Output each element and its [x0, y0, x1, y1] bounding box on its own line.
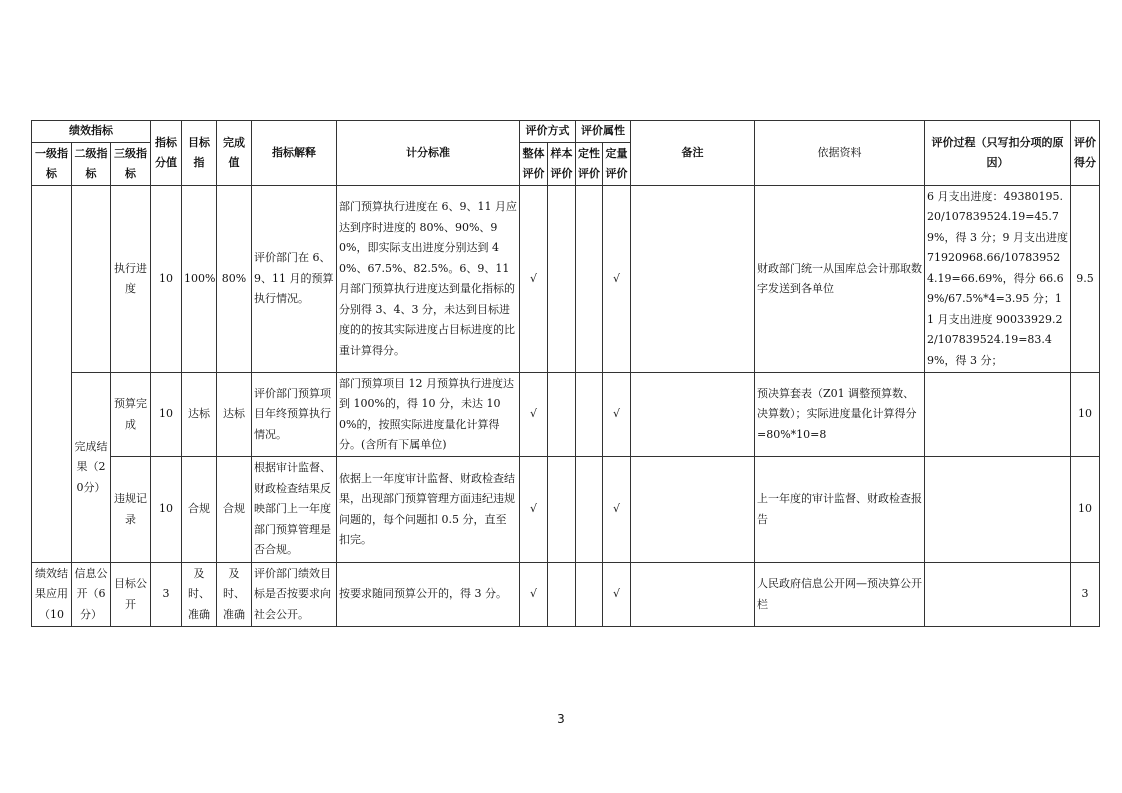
- qualitative-cell: [576, 563, 603, 627]
- final-score-cell: 9.5: [1071, 186, 1100, 373]
- overall-cell: √: [520, 563, 548, 627]
- score-cell: 3: [151, 563, 182, 627]
- level3-cell: 预算完成: [111, 373, 151, 457]
- header-row: [32, 121, 1100, 143]
- process-cell: 6 月支出进度：49380195.20/107839524.19=45.79%，得 3 分；9 月支出进度 71920968.66/107839524.19=66.69%，得分 66.69%/67.5%*4=3.95 分；11 月支出进度 90033929.22/107839524.19=83.49%，得 3 分；: [925, 186, 1071, 373]
- basis-cell: 预决算套表（Z01 调整预算数、决算数）；实际进度量化计算得分 =80%*10=8: [755, 373, 925, 457]
- process-cell: [925, 457, 1071, 563]
- evaluation-table: [31, 120, 1100, 627]
- actual-cell: 达标: [217, 373, 252, 457]
- evaluation-attribute-header: 评价属性: [576, 121, 631, 143]
- sample-cell: [548, 373, 576, 457]
- evaluation-score-header: 评价得分: [1071, 121, 1100, 186]
- standard-cell: 部门预算执行进度在 6、9、11 月应达到序时进度的 80%、90%、90%，即实际支出进度分别达到 40%、67.5%、82.5%。6、9、11 月部门预算执行进度达到量化指标的分别得 3、4、3 分，未达到目标进度的的按其实际进度占目标进度的比重计算得分。: [337, 186, 520, 373]
- quantitative-cell: √: [603, 373, 631, 457]
- final-score-cell: 10: [1071, 373, 1100, 457]
- overall-cell: √: [520, 457, 548, 563]
- level2-group-cell: 完成结果（20分）: [72, 373, 111, 563]
- level3-cell: 违规记录: [111, 457, 151, 563]
- sample-cell: [548, 563, 576, 627]
- explanation-cell: 评价部门预算项目年终预算执行情况。: [252, 373, 337, 457]
- basis-cell: 财政部门统一从国库总会计那取数字发送到各单位: [755, 186, 925, 373]
- table-row: [32, 563, 1100, 627]
- target-cell: 达标: [182, 373, 217, 457]
- indicator-score-header: 指标分值: [151, 121, 182, 186]
- level2-header: 二级指标: [72, 143, 111, 186]
- performance-indicators-header: 绩效指标: [32, 121, 151, 143]
- explanation-cell: 根据审计监督、财政检查结果反映部门上一年度部门预算管理是否合规。: [252, 457, 337, 563]
- standard-cell: 按要求随同预算公开的，得 3 分。: [337, 563, 520, 627]
- explanation-cell: 评价部门在 6、9、11 月的预算执行情况。: [252, 186, 337, 373]
- qualitative-cell: [576, 186, 603, 373]
- qualitative-cell: [576, 373, 603, 457]
- standard-cell: 部门预算项目 12 月预算执行进度达到 100%的，得 10 分，未达 100%的，按照实际进度量化计算得分。(含所有下属单位): [337, 373, 520, 457]
- process-cell: [925, 373, 1071, 457]
- level3-cell: 执行进度: [111, 186, 151, 373]
- qualitative-evaluation-header: 定性评价: [576, 143, 603, 186]
- basis-materials-header: 依据资料: [755, 121, 925, 186]
- scoring-standard-header: 计分标准: [337, 121, 520, 186]
- target-indicator-header: 目标指: [182, 121, 217, 186]
- quantitative-cell: √: [603, 457, 631, 563]
- final-score-cell: 10: [1071, 457, 1100, 563]
- table-row: [32, 457, 1100, 563]
- level3-cell: 目标公开: [111, 563, 151, 627]
- sample-cell: [548, 457, 576, 563]
- table-row: [32, 373, 1100, 457]
- remarks-cell: [631, 457, 755, 563]
- target-cell: 及时、准确: [182, 563, 217, 627]
- completion-value-header: 完成值: [217, 121, 252, 186]
- remarks-header: 备注: [631, 121, 755, 186]
- score-cell: 10: [151, 457, 182, 563]
- page-number: 3: [557, 712, 565, 726]
- remarks-cell: [631, 563, 755, 627]
- indicator-explanation-header: 指标解释: [252, 121, 337, 186]
- level1-header: 一级指标: [32, 143, 72, 186]
- table-row: [32, 186, 1100, 373]
- score-cell: 10: [151, 373, 182, 457]
- target-cell: 100%: [182, 186, 217, 373]
- evaluation-method-header: 评价方式: [520, 121, 576, 143]
- level2-group-cell: 信息公开（6分）: [72, 563, 111, 627]
- explanation-cell: 评价部门绩效目标是否按要求向社会公开。: [252, 563, 337, 627]
- basis-cell: 上一年度的审计监督、财政检查报告: [755, 457, 925, 563]
- level2-cell: [72, 186, 111, 373]
- sample-cell: [548, 186, 576, 373]
- quantitative-evaluation-header: 定量评价: [603, 143, 631, 186]
- quantitative-cell: √: [603, 186, 631, 373]
- standard-cell: 依据上一年度审计监督、财政检查结果，出现部门预算管理方面违纪违规问题的，每个问题扣 0.5 分，直至扣完。: [337, 457, 520, 563]
- process-cell: [925, 563, 1071, 627]
- remarks-cell: [631, 186, 755, 373]
- remarks-cell: [631, 373, 755, 457]
- actual-cell: 80%: [217, 186, 252, 373]
- level1-cell: [32, 186, 72, 563]
- overall-cell: √: [520, 373, 548, 457]
- basis-cell: 人民政府信息公开网—预决算公开栏: [755, 563, 925, 627]
- qualitative-cell: [576, 457, 603, 563]
- evaluation-process-header: 评价过程（只写扣分项的原因）: [925, 121, 1071, 186]
- actual-cell: 合规: [217, 457, 252, 563]
- final-score-cell: 3: [1071, 563, 1100, 627]
- actual-cell: 及时、准确: [217, 563, 252, 627]
- score-cell: 10: [151, 186, 182, 373]
- level1-group-cell: 绩效结果应用（10: [32, 563, 72, 627]
- quantitative-cell: √: [603, 563, 631, 627]
- sample-evaluation-header: 样本评价: [548, 143, 576, 186]
- level3-header: 三级指标: [111, 143, 151, 186]
- target-cell: 合规: [182, 457, 217, 563]
- overall-evaluation-header: 整体评价: [520, 143, 548, 186]
- overall-cell: √: [520, 186, 548, 373]
